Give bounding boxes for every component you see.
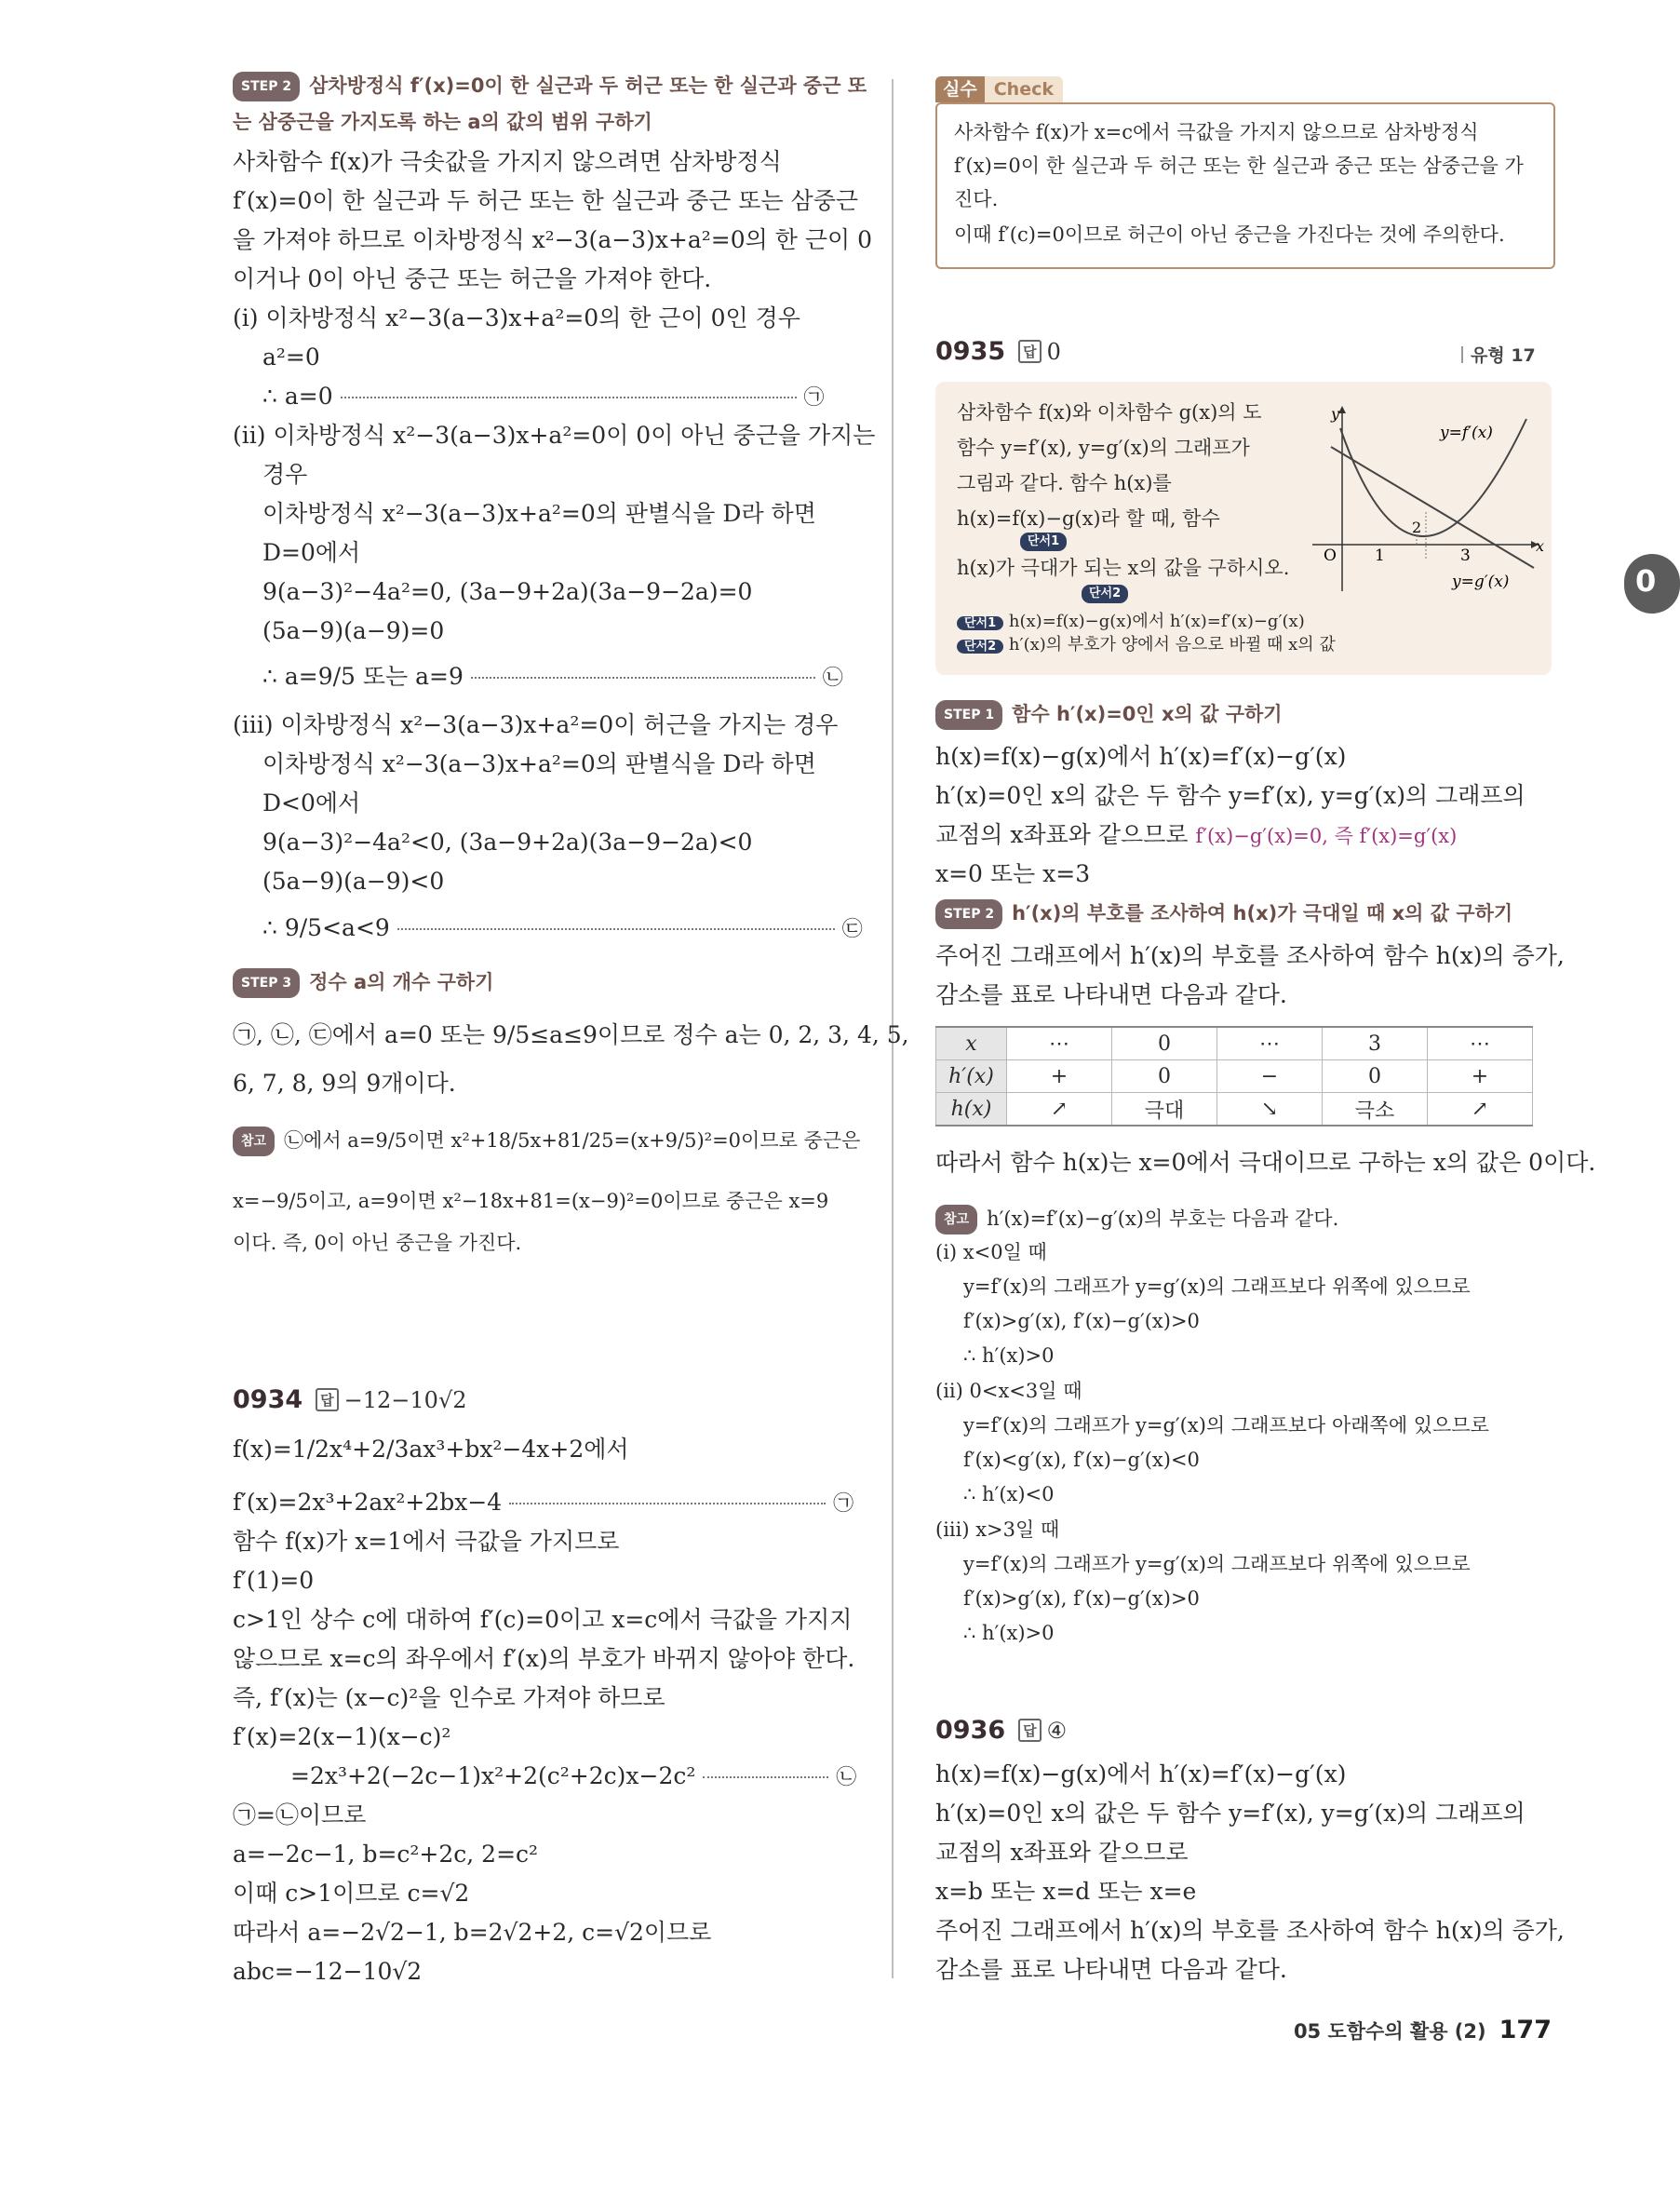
page-number: 177 bbox=[1499, 2016, 1552, 2044]
table-cell: 0 bbox=[1323, 1060, 1428, 1093]
table-cell: h′(x) bbox=[936, 1060, 1007, 1093]
note-line: f′(x)>g′(x), f′(x)−g′(x)>0 bbox=[963, 1587, 1200, 1610]
case-1: (i) 이차방정식 x²−3(a−3)x+a²=0의 한 근이 0인 경우 bbox=[233, 304, 800, 331]
problem-0934-header bbox=[233, 1385, 467, 1414]
table-cell: 0 bbox=[1112, 1027, 1217, 1060]
solution-line: 즉, f′(x)는 (x−c)²을 인수로 가져야 하므로 bbox=[233, 1684, 665, 1711]
type-tag: 유형 17 bbox=[1461, 342, 1536, 367]
marker-1: ㉠ bbox=[803, 386, 825, 410]
case-2-result: ∴ a=9/5 또는 a=9 ㉡ bbox=[262, 663, 843, 690]
step2-title-line2: 는 삼중근을 가지도록 하는 a의 값의 범위 구하기 bbox=[233, 111, 652, 133]
text-line: 을 가져야 하므로 이차방정식 x²−3(a−3)x+a²=0의 한 근이 0 bbox=[233, 226, 872, 253]
table-cell: + bbox=[1007, 1060, 1112, 1093]
solution-line: abc=−12−10√2 bbox=[233, 1958, 423, 1985]
case-2: (ii) 이차방정식 x²−3(a−3)x+a²=0이 0이 아닌 중근을 가지는 bbox=[233, 422, 876, 449]
case-3-line: D<0에서 bbox=[262, 789, 361, 816]
answer-value: ④ bbox=[1046, 1718, 1068, 1744]
case-2-line: 경우 bbox=[262, 461, 308, 488]
case-1-result: ∴ a=0 ㉠ bbox=[262, 383, 825, 410]
case-3-line: 이차방정식 x²−3(a−3)x+a²=0의 판별식을 D라 하면 bbox=[262, 750, 816, 777]
step2-title-line1: 삼차방정식 f′(x)=0이 한 실근과 두 허근 또는 한 실근과 중근 또 bbox=[309, 74, 867, 97]
note-line: f′(x)>g′(x), f′(x)−g′(x)>0 bbox=[963, 1310, 1200, 1332]
f-prime-curve bbox=[1340, 419, 1526, 536]
table-cell: 0 bbox=[1112, 1060, 1217, 1093]
problem-text: 그림과 같다. 함수 h(x)를 bbox=[957, 472, 1172, 494]
table-cell: ⋯ bbox=[1007, 1027, 1112, 1060]
table-cell: ⋯ bbox=[1428, 1027, 1533, 1060]
solution-line: h(x)=f(x)−g(x)에서 h′(x)=f′(x)−g′(x) bbox=[935, 1761, 1347, 1788]
problem-0936-header bbox=[935, 1716, 1067, 1745]
table-row bbox=[936, 1093, 1533, 1126]
step2-heading bbox=[233, 72, 867, 101]
tick-3: 3 bbox=[1460, 546, 1471, 565]
answer-value: 0 bbox=[1046, 339, 1061, 365]
step3-heading bbox=[233, 968, 493, 998]
solution-line: x=b 또는 x=d 또는 x=e bbox=[935, 1878, 1197, 1905]
clue-2-hint: 단서2 h′(x)의 부호가 양에서 음으로 바뀔 때 x의 값 bbox=[957, 633, 1336, 657]
solution-line: x=0 또는 x=3 bbox=[935, 860, 1091, 887]
function-graph bbox=[1303, 400, 1545, 600]
note-badge: 참고 bbox=[233, 1126, 275, 1156]
case-3-line: 9(a−3)²−4a²<0, (3a−9+2a)(3a−9−2a)<0 bbox=[262, 829, 753, 856]
solution-line: h(x)=f(x)−g(x)에서 h′(x)=f′(x)−g′(x) bbox=[935, 743, 1347, 770]
solution-line: 감소를 표로 나타내면 다음과 같다. bbox=[935, 1956, 1287, 1983]
note-line: y=f′(x)의 그래프가 y=g′(x)의 그래프보다 위쪽에 있으므로 bbox=[963, 1275, 1471, 1298]
solution-line: f′(x)=2x³+2ax²+2bx−4 ㉠ bbox=[233, 1489, 854, 1516]
solution-line: f′(1)=0 bbox=[233, 1567, 315, 1594]
step3-title: 정수 a의 개수 구하기 bbox=[309, 971, 494, 993]
case-2-line: (5a−9)(a−9)=0 bbox=[262, 617, 445, 644]
solution-line: 교점의 x좌표와 같으므로 f′(x)−g′(x)=0, 즉 f′(x)=g′(x) bbox=[935, 821, 1458, 848]
check-line: 진다. bbox=[954, 188, 999, 210]
note: 참고 h′(x)=f′(x)−g′(x)의 부호는 다음과 같다. bbox=[935, 1205, 1338, 1234]
solution-line: 따라서 a=−2√2−1, b=2√2+2, c=√2이므로 bbox=[233, 1919, 712, 1946]
marker-2: ㉡ bbox=[822, 667, 843, 690]
tick-2: 2 bbox=[1412, 519, 1422, 536]
case-2-line: D=0에서 bbox=[262, 539, 361, 566]
check-line: 이때 f′(c)=0이므로 허근이 아닌 중근을 가진다는 것에 주의한다. bbox=[954, 223, 1505, 246]
solution-line: 이때 c>1이므로 c=√2 bbox=[233, 1880, 470, 1907]
note: 참고 ㉡에서 a=9/5이면 x²+18/5x+81/25=(x+9/5)²=0이므로 중근은 bbox=[233, 1126, 860, 1156]
note-line: y=f′(x)의 그래프가 y=g′(x)의 그래프보다 아래쪽에 있으므로 bbox=[963, 1414, 1489, 1437]
annotation: f′(x)−g′(x)=0, 즉 f′(x)=g′(x) bbox=[1195, 825, 1458, 847]
note-line: ∴ h′(x)>0 bbox=[963, 1344, 1055, 1367]
page-footer bbox=[1294, 2016, 1552, 2044]
answer-box: 답 bbox=[1018, 340, 1042, 363]
problem-text: 삼차함수 f(x)와 이차함수 g(x)의 도 bbox=[957, 401, 1262, 424]
answer-box: 답 bbox=[1018, 1719, 1042, 1742]
table-row bbox=[936, 1027, 1533, 1060]
problem-number: 0935 bbox=[935, 337, 1006, 366]
y-axis-label: y bbox=[1331, 405, 1340, 423]
x-axis-label: x bbox=[1536, 537, 1545, 555]
note-line: f′(x)<g′(x), f′(x)−g′(x)<0 bbox=[963, 1449, 1200, 1471]
answer-value: −12−10√2 bbox=[343, 1387, 467, 1413]
clue-1-badge: 단서1 bbox=[1020, 533, 1067, 551]
origin-label: O bbox=[1324, 546, 1337, 565]
check-line: 사차함수 f(x)가 x=c에서 극값을 가지지 않으므로 삼차방정식 bbox=[954, 121, 1479, 143]
y-axis-arrow bbox=[1338, 406, 1346, 413]
clue-1-hint: 단서1 h(x)=f(x)−g(x)에서 h′(x)=f′(x)−g′(x) bbox=[957, 610, 1305, 634]
text-line: f′(x)=0이 한 실근과 두 허근 또는 한 실근과 중근 또는 삼중근 bbox=[233, 187, 859, 214]
table-cell: ↘ bbox=[1217, 1093, 1323, 1126]
solution-line: c>1인 상수 c에 대하여 f′(c)=0이고 x=c에서 극값을 가지지 bbox=[233, 1606, 853, 1633]
solution-line: f(x)=1/2x⁴+2/3ax³+bx²−4x+2에서 bbox=[233, 1436, 629, 1463]
solution-line: 않으므로 x=c의 좌우에서 f′(x)의 부호가 바뀌지 않아야 한다. bbox=[233, 1645, 855, 1672]
table-cell: ⋯ bbox=[1217, 1027, 1323, 1060]
problem-number: 0936 bbox=[935, 1716, 1006, 1745]
f-prime-label: y=f′(x) bbox=[1440, 424, 1493, 442]
case-2-line: 9(a−3)²−4a²=0, (3a−9+2a)(3a−9−2a)=0 bbox=[262, 578, 753, 605]
case-3: (iii) 이차방정식 x²−3(a−3)x+a²=0이 허근을 가지는 경우 bbox=[233, 711, 839, 738]
table-cell: ↗ bbox=[1007, 1093, 1112, 1126]
note-badge: 참고 bbox=[935, 1205, 977, 1234]
table-cell: 3 bbox=[1323, 1027, 1428, 1060]
note-line: x=−9/5이고, a=9이면 x²−18x+81=(x−9)²=0이므로 중근은 x=9 bbox=[233, 1190, 829, 1212]
marker-3: ㉢ bbox=[841, 918, 863, 941]
step2-heading-right: STEP 2 h′(x)의 부호를 조사하여 h(x)가 극대일 때 x의 값 구하기 bbox=[935, 899, 1512, 929]
case-1-eq: a²=0 bbox=[262, 344, 320, 371]
note-line: ∴ h′(x)<0 bbox=[963, 1483, 1055, 1505]
step1-heading: STEP 1 함수 h′(x)=0인 x의 값 구하기 bbox=[935, 700, 1283, 730]
solution-line: ㉠=㉡이므로 bbox=[233, 1801, 367, 1828]
text-line: 이거나 0이 아닌 중근 또는 허근을 가져야 한다. bbox=[233, 265, 712, 292]
g-prime-line bbox=[1331, 447, 1534, 568]
solution-line: 교점의 x좌표와 같으므로 bbox=[935, 1839, 1189, 1866]
problem-0935-header bbox=[935, 337, 1061, 366]
answer-box: 답 bbox=[316, 1388, 339, 1411]
solution-line: 감소를 표로 나타내면 다음과 같다. bbox=[935, 981, 1287, 1008]
problem-text: h(x)가 극대가 되는 x의 값을 구하시오. bbox=[957, 557, 1290, 579]
solution-line: f′(x)=2(x−1)(x−c)² bbox=[233, 1723, 451, 1750]
problem-number: 0934 bbox=[233, 1385, 303, 1414]
note-line: y=f′(x)의 그래프가 y=g′(x)의 그래프보다 위쪽에 있으므로 bbox=[963, 1553, 1471, 1575]
table-cell: + bbox=[1428, 1060, 1533, 1093]
note-line: ∴ h′(x)>0 bbox=[963, 1622, 1055, 1644]
table-row bbox=[936, 1060, 1533, 1093]
step2-badge: STEP 2 bbox=[233, 72, 300, 101]
text-line: ㉠, ㉡, ㉢에서 a=0 또는 9/5≤a≤9이므로 정수 a는 0, 2, 3, 4, 5, bbox=[233, 1021, 909, 1048]
problem-text: 함수 y=f′(x), y=g′(x)의 그래프가 bbox=[957, 437, 1250, 459]
solution-line: 주어진 그래프에서 h′(x)의 부호를 조사하여 함수 h(x)의 증가, bbox=[935, 1917, 1565, 1944]
note-line: (iii) x>3일 때 bbox=[935, 1518, 1060, 1541]
check-tag: 실수 Check bbox=[935, 76, 1063, 102]
table-cell: h(x) bbox=[936, 1093, 1007, 1126]
problem-text: h(x)=f(x)−g(x)라 할 때, 함수 bbox=[957, 507, 1220, 530]
clue-2-badge: 단서2 bbox=[1082, 585, 1128, 603]
case-3-result: ∴ 9/5<a<9 ㉢ bbox=[262, 914, 863, 941]
text-line: 사차함수 f(x)가 극솟값을 가지지 않으려면 삼차방정식 bbox=[233, 148, 782, 175]
solution-line: 주어진 그래프에서 h′(x)의 부호를 조사하여 함수 h(x)의 증가, bbox=[935, 942, 1565, 969]
note-line: 이다. 즉, 0이 아닌 중근을 가진다. bbox=[233, 1232, 522, 1254]
increase-decrease-table bbox=[935, 1026, 1533, 1126]
table-cell: 극소 bbox=[1323, 1093, 1428, 1126]
case-3-line: (5a−9)(a−9)<0 bbox=[262, 868, 445, 895]
solution-line: =2x³+2(−2c−1)x²+2(c²+2c)x−2c² ㉡ bbox=[290, 1762, 857, 1789]
step2-badge: STEP 2 bbox=[935, 899, 1002, 929]
conclusion-line: 따라서 함수 h(x)는 x=0에서 극대이므로 구하는 x의 값은 0이다. bbox=[935, 1149, 1596, 1176]
chapter-title: 05 도함수의 활용 (2) bbox=[1293, 2020, 1486, 2043]
case-2-line: 이차방정식 x²−3(a−3)x+a²=0의 판별식을 D라 하면 bbox=[262, 500, 816, 527]
solution-line: h′(x)=0인 x의 값은 두 함수 y=f′(x), y=g′(x)의 그래프의 bbox=[935, 1800, 1525, 1827]
table-cell: 극대 bbox=[1112, 1093, 1217, 1126]
note-line: (ii) 0<x<3일 때 bbox=[935, 1380, 1082, 1402]
note-line: (i) x<0일 때 bbox=[935, 1241, 1047, 1263]
check-line: f′(x)=0이 한 실근과 두 허근 또는 한 실근과 중근 또는 삼중근을 가 bbox=[954, 155, 1524, 177]
table-cell: − bbox=[1217, 1060, 1323, 1093]
solution-line: 함수 f(x)가 x=1에서 극값을 가지므로 bbox=[233, 1528, 620, 1555]
table-cell: x bbox=[936, 1027, 1007, 1060]
step1-badge: STEP 1 bbox=[935, 700, 1002, 730]
step3-badge: STEP 3 bbox=[233, 968, 300, 998]
text-line: 6, 7, 8, 9의 9개이다. bbox=[233, 1070, 456, 1097]
tick-1: 1 bbox=[1375, 546, 1385, 565]
solution-line: h′(x)=0인 x의 값은 두 함수 y=f′(x), y=g′(x)의 그래프의 bbox=[935, 782, 1525, 809]
chapter-tab: 0 bbox=[1624, 554, 1680, 614]
solution-line: a=−2c−1, b=c²+2c, 2=c² bbox=[233, 1841, 539, 1868]
table-cell: ↗ bbox=[1428, 1093, 1533, 1126]
g-prime-label: y=g′(x) bbox=[1452, 573, 1510, 591]
